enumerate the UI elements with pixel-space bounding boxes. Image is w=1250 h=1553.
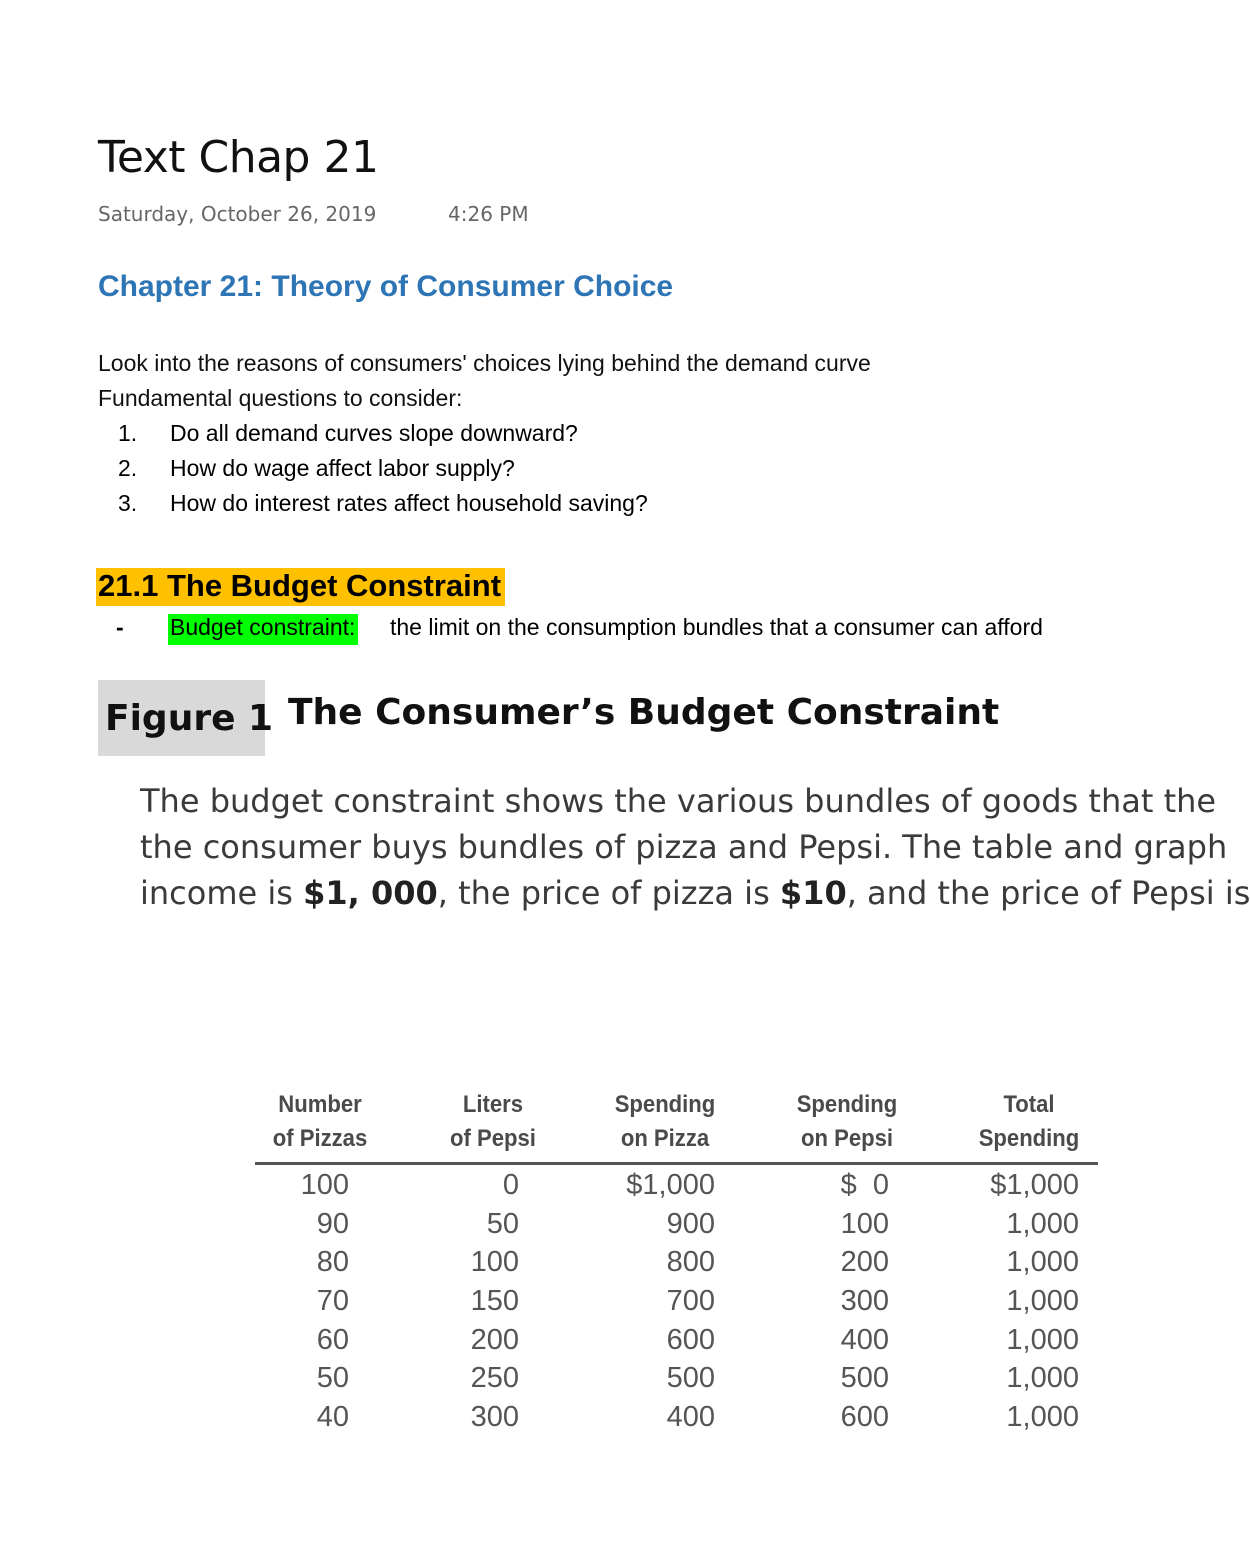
table-cell: 400: [666, 1401, 715, 1434]
chapter-heading: Chapter 21: Theory of Consumer Choice: [98, 270, 674, 303]
list-item: [98, 490, 998, 525]
list-item: [98, 420, 998, 455]
table-cell: 50: [486, 1207, 519, 1240]
table-row: [255, 1397, 1098, 1436]
bullet-dash: -: [116, 614, 124, 640]
table-cell: 400: [840, 1323, 889, 1356]
table-cell: 800: [666, 1246, 715, 1279]
column-header: Spending on Pizza: [614, 1091, 716, 1152]
table-cell: 60: [316, 1323, 349, 1356]
table-cell: 700: [666, 1285, 715, 1318]
table-cell: 250: [470, 1362, 519, 1395]
caption-line: The budget constraint shows the various bundles of goods that the: [140, 782, 1217, 820]
caption-pizza-price: $10: [779, 874, 847, 912]
table-cell: 1,000: [1006, 1323, 1079, 1356]
term-definition: the limit on the consumption bundles that a consumer can afford: [390, 614, 1043, 640]
table-cell: 900: [666, 1207, 715, 1240]
table-cell: 600: [840, 1401, 889, 1434]
table-cell: 1,000: [1006, 1362, 1079, 1395]
intro-line: Fundamental questions to consider:: [98, 385, 463, 411]
questions-list: [98, 420, 998, 525]
list-number: 1.: [118, 420, 138, 446]
table-cell: 150: [470, 1285, 519, 1318]
table-cell: 600: [666, 1323, 715, 1356]
column-header: Spending on Pepsi: [796, 1091, 898, 1152]
page-title: Text Chap 21: [98, 132, 379, 183]
caption-text: , and the price of Pepsi is: [846, 874, 1250, 912]
table-cell: 0: [502, 1169, 519, 1201]
table-cell: 500: [666, 1362, 715, 1395]
table-cell: 100: [470, 1246, 519, 1279]
table-cell: 200: [840, 1246, 889, 1279]
table-cell: 100: [840, 1207, 889, 1240]
table-cell: 200: [470, 1323, 519, 1356]
table-row: [255, 1281, 1098, 1320]
list-text: Do all demand curves slope downward?: [170, 420, 578, 446]
list-item: [98, 455, 998, 490]
table-cell: $1,000: [626, 1169, 715, 1201]
table-cell: 300: [470, 1401, 519, 1434]
list-text: How do interest rates affect household saving?: [170, 490, 648, 516]
table-row: [255, 1242, 1098, 1281]
table-row: [255, 1204, 1098, 1243]
column-header: Liters of Pepsi: [450, 1091, 536, 1152]
budget-table: [255, 1088, 1098, 1436]
caption-text: income is: [140, 874, 304, 912]
table-cell: $1,000: [990, 1169, 1079, 1201]
list-number: 3.: [118, 490, 138, 516]
table-cell: 1,000: [1006, 1285, 1079, 1318]
table-row: [255, 1320, 1098, 1359]
table-body: [255, 1165, 1098, 1436]
page-date: Saturday, October 26, 2019: [98, 202, 377, 226]
table-cell: 1,000: [1006, 1207, 1079, 1240]
column-header: Number of Pizzas: [272, 1091, 368, 1152]
table-cell: 1,000: [1006, 1401, 1079, 1434]
caption-line: [140, 870, 1250, 916]
intro-line: Look into the reasons of consumers' choices lying behind the demand curve: [98, 350, 871, 376]
caption-line: the consumer buys bundles of pizza and Pepsi. The table and graph: [140, 828, 1228, 866]
table-cell: 80: [316, 1246, 349, 1279]
caption-text: , the price of pizza is: [437, 874, 780, 912]
table-cell: $ 0: [840, 1169, 889, 1201]
list-text: How do wage affect labor supply?: [170, 455, 515, 481]
table-cell: 500: [840, 1362, 889, 1395]
figure-label: Figure 1: [105, 698, 274, 739]
table-cell: 1,000: [1006, 1246, 1079, 1279]
table-cell: 90: [316, 1207, 349, 1240]
table-row: [255, 1165, 1098, 1204]
table-header: [255, 1088, 1098, 1165]
figure-title: The Consumer’s Budget Constraint: [288, 692, 1000, 733]
section-heading: 21.1 The Budget Constraint: [96, 568, 505, 606]
table-cell: 100: [300, 1169, 349, 1201]
table-row: [255, 1358, 1098, 1397]
figure-caption: [140, 778, 1250, 916]
table-cell: 50: [316, 1362, 349, 1395]
table-cell: 70: [316, 1285, 349, 1318]
column-header: Total Spending: [978, 1091, 1080, 1152]
table-cell: 300: [840, 1285, 889, 1318]
page-time: 4:26 PM: [448, 202, 529, 226]
highlighted-term: Budget constraint:: [168, 614, 358, 645]
table-cell: 40: [316, 1401, 349, 1434]
list-number: 2.: [118, 455, 138, 481]
caption-income: $1, 000: [303, 874, 438, 912]
